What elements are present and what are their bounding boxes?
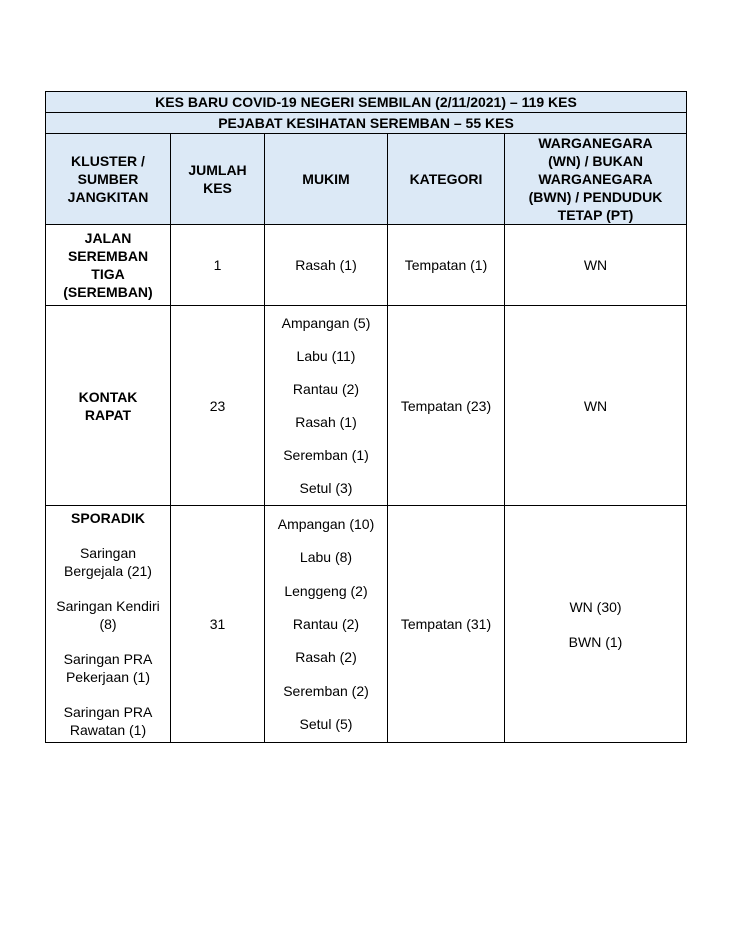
table-title-row (46, 92, 687, 113)
jumlah-cell: 23 (171, 306, 265, 506)
mukim-item: Rasah (2) (295, 649, 357, 666)
kategori-cell: Tempatan (1) (388, 225, 505, 306)
warganegara-cell (505, 506, 687, 743)
kluster-detail: Saringan PRA Rawatan (1) (63, 704, 153, 738)
header-mukim: MUKIM (265, 134, 388, 225)
kluster-cell: JALAN SEREMBAN TIGA (SEREMBAN) (46, 225, 171, 306)
header-warganegara: WARGANEGARA (WN) / BUKAN WARGANEGARA (BWN) / PENDUDUK TETAP (PT) (505, 134, 687, 225)
mukim-item: Setul (3) (299, 480, 353, 497)
warganegara-item: WN (30) (569, 598, 622, 615)
kluster-detail: Saringan Bergejala (21) (64, 545, 152, 579)
table-row (46, 225, 687, 306)
mukim-cell: Rasah (1) (265, 225, 388, 306)
warganegara-cell: WN (505, 225, 687, 306)
table-subtitle: PEJABAT KESIHATAN SEREMBAN – 55 KES (46, 113, 687, 134)
kluster-cell (46, 506, 171, 743)
warganegara-item: BWN (1) (568, 633, 623, 650)
mukim-item: Seremban (1) (283, 447, 369, 464)
jumlah-cell: 31 (171, 506, 265, 743)
mukim-item: Setul (5) (299, 716, 353, 733)
header-row (46, 134, 687, 225)
table-row (46, 306, 687, 506)
mukim-item: Seremban (2) (283, 682, 369, 699)
jumlah-cell: 1 (171, 225, 265, 306)
mukim-item: Labu (11) (296, 347, 356, 364)
mukim-item: Rantau (2) (292, 380, 360, 397)
mukim-cell (265, 506, 388, 743)
header-jumlah: JUMLAH KES (171, 134, 265, 225)
kluster-cell: KONTAK RAPAT (46, 306, 171, 506)
kluster-detail: Saringan Kendiri (8) (56, 598, 160, 632)
table-subtitle-row (46, 113, 687, 134)
kluster-detail: Saringan PRA Pekerjaan (1) (63, 651, 153, 685)
mukim-item: Ampangan (10) (277, 515, 375, 532)
mukim-item: Rantau (2) (292, 615, 360, 632)
mukim-item: Lenggeng (2) (284, 582, 368, 599)
kluster-name: SPORADIK (71, 510, 145, 526)
kategori-cell: Tempatan (31) (388, 506, 505, 743)
header-kluster: KLUSTER / SUMBER JANGKITAN (46, 134, 171, 225)
mukim-item: Rasah (1) (295, 414, 357, 431)
header-kategori: KATEGORI (388, 134, 505, 225)
table-row (46, 506, 687, 743)
mukim-cell (265, 306, 388, 506)
covid-cases-table (45, 91, 687, 743)
kategori-cell: Tempatan (23) (388, 306, 505, 506)
mukim-item: Ampangan (5) (281, 314, 371, 331)
mukim-item: Labu (8) (299, 549, 353, 566)
warganegara-cell: WN (505, 306, 687, 506)
table-title: KES BARU COVID-19 NEGERI SEMBILAN (2/11/2021) – 119 KES (46, 92, 687, 113)
